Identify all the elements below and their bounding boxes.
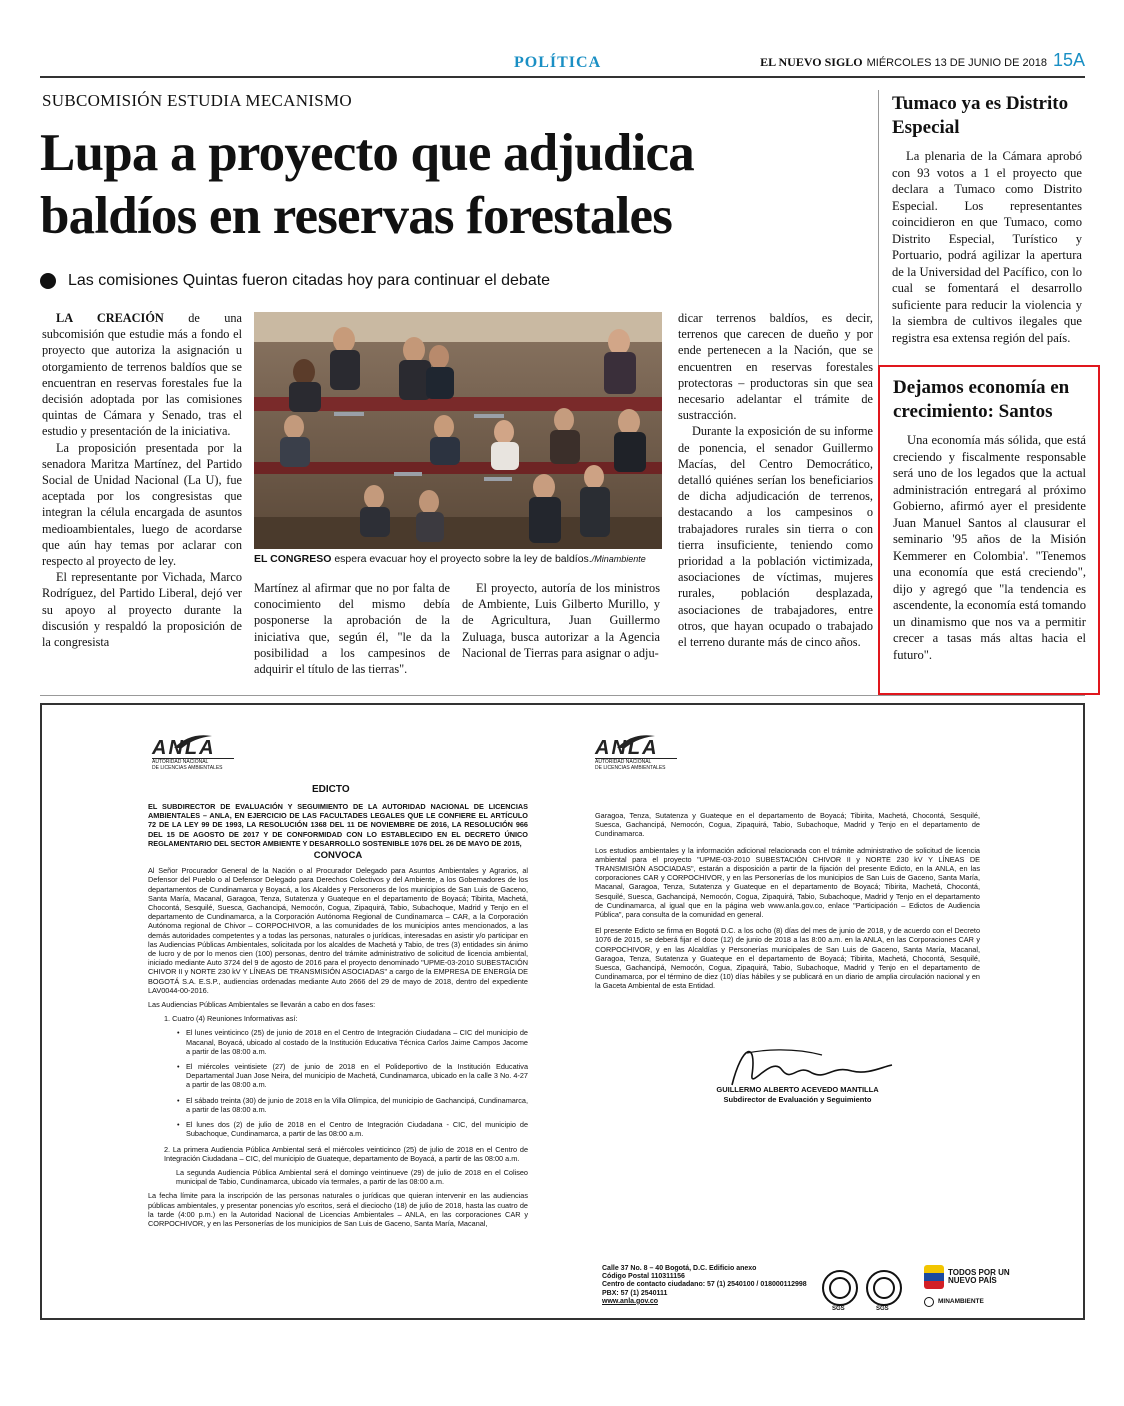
paragraph: El representante por Vichada, Marco Rodríguez, del Partido Liberal, dejó ver su apoyo al proyecto durante la discusión y respaldó la proposición de la congresista [42, 570, 242, 650]
anla-logo [152, 738, 234, 771]
article-subhead [40, 272, 550, 290]
convoca-body: Al Señor Procurador General de la Nación o al Procurador Delegado para Asuntos Ambientales y Agrarios, al Defensor del Pueblo o al Defensor Delegado para Derechos Colectivos y del Ambiente, a los Gobernadores de los departamentos de Cundinamarca y Boyacá, a los Alcaldes y Personeros de los municipios de San Luis de Gaceno, Santa María, Macanal, Garagoa, Tenza, Sutatenza y Guateque en el departamento de Boyacá; Tibirita, Machetá, Chocontá, Sesquilé, Suesca, Gachancipá, Nemocón, Cogua, Zipaquirá, Tabio, Subachoque, Madrid y Tenjo en el departamento de Cundinamarca, a la Corporación Autónoma Regional de Cundinamarca – CAR, a la Corporación Autónoma regional de Chivor – CORPOCHIVOR, a las comunidades de los municipios antes mencionados, a las demás autoridades competentes y a todas las personas, naturales o jurídicas, interesadas en asistir y/o participar en las Audiencias Públicas Ambientales, solicitada por los alcaldes de Machetá y Tabio, de tres (3) entidades sin ánimo de lucro y de por lo menos cien (100) personas, dentro del trámite administrativo de solicitud de licencia ambiental, iniciado mediante Auto 3724 del 9 de agosto de 2016 para el proyecto denominado "UPME-03-2010 SUBESTACIÓN CHIVOR II y NORTE 230 kV Y LÍNEAS DE TRANSMISIÓN ASOCIADAS" a cargo de la EMPRESA DE ENERGÍA DE BOGOTÁ S.A. E.S.P., audiencias ordenadas mediante Auto 2666 del 29 de mayo de 2018, dentro del expediente LAV0044-00-2016. [148, 866, 528, 995]
contact-pbx: PBX: 57 (1) 2540111 [602, 1289, 668, 1297]
list-item: • El lunes dos (2) de julio de 2018 en el Centro de Integración Ciudadana - CIC, del municipio de Subachoque, Cundinamarca, a partir de las 08:00 a.m. [186, 1120, 528, 1138]
edict-left-column [148, 802, 528, 1233]
congress-photo-illustration [254, 312, 662, 549]
contact-address: Calle 37 No. 8 – 40 Bogotá, D.C. Edificio anexo [602, 1265, 757, 1272]
article-column-4 [678, 310, 873, 650]
logo-subtitle-1: AUTORIDAD NACIONAL [595, 759, 652, 765]
closing-paragraph: La fecha límite para la inscripción de las personas naturales o jurídicas que quieran intervenir en las audiencias públicas ambientales, y presentar ponencias y/o escritos, será el dieciocho (18) de julio de 2018, hasta las cuatro de la tarde (4:00 p.m.) en la Autoridad Nacional de Licencias Ambientales – ANLA, en las corporaciones CAR y CORPOCHIVOR, y en las Personerías de los municipios de San Luis de Gaceno, Santa María, Macanal, [148, 1191, 528, 1228]
gov-slogan-line-1: TODOS POR UN [948, 1268, 1010, 1277]
sidebar-story-2-title: Dejamos economía en crecimiento: Santos [893, 377, 1070, 422]
contact-postal: Código Postal 110311156 [602, 1273, 685, 1281]
anla-logo-mark [595, 738, 677, 758]
paragraph: dicar terrenos baldíos, es decir, terrenos que carecen de dueño y por ende pertenecen a la Nación, que se encuentren en reservas forestales protectoras – productoras sin que sea necesario adelantar el trámite de sustracción. [678, 311, 873, 423]
paragraph: El presente Edicto se firma en Bogotá D.C. a los ocho (8) días del mes de junio de 2018, y de acuerdo con el Decreto 1076 de 2015, se deberá fijar el doce (12) de junio de 2018 a las 8:00 a.m. en la ANLA, en las Corporaciones CAR y CORPOCHIVOR, y en las Alcaldías y Personerías municipales de San Luis de Gaceno, Santa María, Macanal, Garagoa, Tenza, Sutatenza y Guateque en el departamento de Boyacá; Tibirita, Machetá, Chocontá, Sesquilé, Suesca, Gachancipá, Nemocón, Cogua, Zipaquirá, Tabio, Subachoque, Madrid y Tenjo en el departamento de Cundinamarca, por el término de diez (10) días hábiles y se publicará en un diario de amplia circulación nacional y en la Gaceta Ambiental de esta Entidad. [595, 926, 980, 991]
certification-seal-icon [866, 1270, 902, 1312]
seal-label: SGS [876, 1305, 889, 1312]
photo-caption [254, 553, 662, 565]
ministry-name: MINAMBIENTE [938, 1298, 984, 1306]
flag-shield-icon [924, 1265, 944, 1289]
subhead-text: Las comisiones Quintas fueron citadas hoy para continuar el debate [68, 272, 551, 289]
paragraph: Martínez al afirmar que no por falta de conocimiento del mismo debía posponerse la aprobación de la iniciativa que, según él, "le da la posibilidad a los campesinos de adquirir el título de las tierras". [254, 581, 450, 677]
list-item: • El lunes veinticinco (25) de junio de 2018 en el Centro de Integración Ciudadana – CIC del municipio de Macanal, Boyacá, ubicado al costado de la Institución Educativa Técnica Carlos Jaime Campos Jacome a partir de las 08:00 a.m. [186, 1028, 528, 1056]
lead-cap: LA CREACIÓN [56, 311, 164, 325]
anla-logo [595, 738, 677, 771]
caption-credit: /Minambiente [591, 554, 646, 564]
paper-info [760, 50, 1085, 71]
government-logo [924, 1265, 1034, 1307]
logo-text: ANLA [595, 737, 659, 759]
edict-content [42, 705, 1083, 1318]
headline-line-1: Lupa a proyecto que adjudica [40, 124, 694, 182]
list-item: • El sábado treinta (30) de junio de 2018 en la Villa Olímpica, del municipio de Gachancipá, Cundinamarca, a partir de las 08:00 a.m. [186, 1096, 528, 1114]
ministry-mark [924, 1297, 1034, 1307]
phases-list [164, 1014, 528, 1186]
article-headline [40, 122, 860, 248]
signer-block [680, 1085, 915, 1105]
article-column-1 [42, 310, 242, 650]
edict-advertisement [40, 703, 1085, 1320]
issue-date: MIÉRCOLES 13 DE JUNIO DE 2018 [866, 57, 1047, 69]
bullet-icon [40, 273, 56, 289]
crest-icon [924, 1297, 934, 1307]
article-column-2 [254, 580, 450, 677]
edict-title: EDICTO [312, 784, 350, 795]
sidebar-story-1-body: La plenaria de la Cámara aprobó con 93 votos a 1 el proyecto que declara a Tumaco como Distrito Especial. Los representantes coincidieron en que Tumaco, como Distrito Especial, Turístico y Portuario, podrá agilizar la apertura de la Universidad del Pacífico, con lo cual se fomentará el desarrollo suficiente para reducir la violencia y la siembra de cultivos ilegales que registra esa extensa región del país. [892, 149, 1082, 345]
certification-seal-icon [822, 1270, 858, 1312]
anla-logo-mark [152, 738, 234, 758]
paragraph: Durante la exposición de su informe de ponencia, el senador Guillermo Macías, del Centro Democrático, detalló quiénes serían los beneficiarios de dicha adjudicación de terrenos, destacando a los campesinos o trabajadores rurales sin tierra o con tierra insuficiente, teniendo como prioridad a la población victimizada, asociaciones de víctimas, mujeres rurales, población desplazada, asociaciones de trabajadores, entre otros, que hayan ocupado o trabajado el terreno durante más de cinco años. [678, 424, 873, 650]
paragraph: Los estudios ambientales y la información adicional relacionada con el trámite administrativo de solicitud de licencia ambiental para el proyecto "UPME-03-2010 SUBESTACIÓN CHIVOR II y NORTE 230 kV Y LÍNEAS DE TRANSMISIÓN ASOCIADAS", estarán a disposición a partir de la fijación del presente Edicto, en la ANLA, en las corporaciones CAR y CORPOCHIVOR, y en las Personerías de los municipios de San Luis de Gaceno, Santa María, Macanal, Garagoa, Tenza, Sutatenza y Guateque en el departamento de Boyacá; Tibirita, Machetá, Chocontá, Sesquilé, Suesca, Gachancipá, Nemocón, Cogua, Zipaquirá, Tabio, Subachoque, Madrid y Tenjo en el departamento de Cundinamarca, al igual que en la página web www.anla.gov.co, enlace "Participación – Edictos de Audiencia Pública", para consulta de la comunidad en general. [595, 845, 980, 920]
seal-label: SGS [832, 1305, 845, 1312]
website-link[interactable]: www.anla.gov.co [602, 1297, 659, 1305]
gov-slogan-text [948, 1269, 1010, 1285]
lead-text: de una subcomisión que estudie más a fondo el proyecto que autoriza la asignación u otorgamiento de terrenos baldíos que se encuentran en reservas forestales fue la decisión adoptada por las comisiones quintas de Cámara y Senado, tras el estudio y presentación de la iniciativa. [42, 311, 242, 439]
caption-lead: EL CONGRESO [254, 553, 332, 565]
article-column-3 [462, 580, 660, 661]
logo-subtitle-2: DE LICENCIAS AMBIENTALES [152, 764, 223, 771]
swoosh-icon [172, 732, 214, 750]
section-divider [40, 695, 1085, 696]
gov-slogan [924, 1265, 1034, 1289]
paragraph: La proposición presentada por la senadora Maritza Martínez, del Partido Social de Unidad Nacional (La U), fue aceptada por los congresistas que integran la célula encargada de asuntos medioambientales, luego de acordarse que aún hay temas por aclarar con respecto al proyecto de ley. [42, 440, 242, 569]
sidebar-story-2-body: Una economía más sólida, que está creciendo y fiscalmente responsable será uno de los legados que la actual administración entregará al próximo Gobierno, afirmó ayer el presidente Juan Manuel Santos al clausurar el seminario '95 años de la Misión Kemmerer en Colombia'. "Tenemos una economía que está creciendo", dijo y agregó que "la tendencia es ascendente, la economía está tomando un dinamismo que nos va a permitir crecer a tasas más altas hacia el futuro". [893, 433, 1086, 662]
paper-name: EL NUEVO SIGLO [760, 55, 863, 69]
paragraph: Garagoa, Tenza, Sutatenza y Guateque en el departamento de Boyacá; Tibirita, Machetá, Chocontá, Sesquilé, Suesca, Gachancipá, Nemocón, Cogua, Zipaquirá, Tabio, Subachoque, Madrid y Tenjo en el departamento de Cundinamarca. [595, 811, 980, 839]
logo-subtitle-1: AUTORIDAD NACIONAL [152, 759, 209, 765]
page-header [40, 50, 1085, 78]
caption-text: espera evacuar hoy el proyecto sobre la ley de baldíos. [331, 553, 592, 565]
logo-subtitle-2: DE LICENCIAS AMBIENTALES [595, 764, 666, 771]
swoosh-icon [615, 732, 657, 750]
page-number: 15A [1052, 50, 1085, 70]
headline-line-2: baldíos en reservas forestales [40, 187, 673, 245]
article-kicker: SUBCOMISIÓN ESTUDIA MECANISMO [42, 91, 353, 110]
sidebar-story-1-title: Tumaco ya es Distrito Especial [892, 93, 1069, 138]
contact-info [602, 1265, 807, 1306]
phases-intro: Las Audiencias Públicas Ambientales se llevarán a cabo en dos fases: [148, 1000, 376, 1010]
list-item: 2. La primera Audiencia Pública Ambiental será el miércoles veinticinco (25) de julio de 2018 en el Centro de Integración Ciudadana – CIC, del municipio de Guateque, departamento de Boyacá, a partir de las 08:00 a.m. [164, 1144, 528, 1163]
congress-photo [254, 312, 662, 549]
list-item: 1. Cuatro (4) Reuniones Informativas así: [164, 1014, 298, 1024]
gov-slogan-line-2: NUEVO PAÍS [948, 1276, 997, 1285]
convoca-heading: CONVOCA [313, 850, 363, 862]
lead-paragraph [42, 310, 242, 440]
contact-phone: Centro de contacto ciudadano: 57 (1) 2540100 / 018000112998 [602, 1281, 807, 1289]
edict-right-column [595, 811, 980, 998]
signer-name: GUILLERMO ALBERTO ACEVEDO MANTILLA [716, 1085, 879, 1094]
logo-subtitle [152, 758, 234, 771]
certification-seals [822, 1270, 902, 1312]
signer-title: Subdirector de Evaluación y Seguimiento [723, 1095, 872, 1104]
section-label: POLÍTICA [514, 54, 602, 71]
edict-preamble: EL SUBDIRECTOR DE EVALUACIÓN Y SEGUIMIENTO DE LA AUTORIDAD NACIONAL DE LICENCIAS AMBIENTALES – ANLA, EN EJERCICIO DE LAS FACULTADES LEGALES QUE LE CONFIERE EL ARTÍCULO 72 DE LA LEY 99 DE 1993, LA RESOLUCIÓN 1368 DEL 11 DE NOVIEMBRE DE 2016, LA RESOLUCIÓN 966 DEL 15 DE AGOSTO DE 2017 Y DE CONFORMIDAD CON LO ESTABLECIDO EN EL DECRETO ÚNICO REGLAMENTARIO DEL SECTOR AMBIENTE Y DESARROLLO SOSTENIBLE 1076 DEL 26 DE MAYO DE 2015, [148, 802, 528, 848]
paragraph: El proyecto, autoría de los ministros de Ambiente, Luis Gilberto Murillo, y de Agricultura, Juan Guillermo Zuluaga, busca autorizar a la Agencia Nacional de Tierras para asignar o adju- [462, 581, 660, 660]
list-item: La segunda Audiencia Pública Ambiental será el domingo veintinueve (29) de julio de 2018 en el Coliseo municipal de Tabio, Cundinamarca, ubicado vía termales, a partir de las 08:00 a.m. [176, 1167, 528, 1187]
logo-text: ANLA [152, 737, 216, 759]
logo-subtitle [595, 758, 677, 771]
list-item: • El miércoles veintisiete (27) de junio de 2018 en el Polideportivo de la Institución Educativa Departamental Juan Jose Neira, del municipio de Machetá, Cundinamarca, ubicado en la calle 3 No. 4-27 a partir de las 08:00 a.m. [186, 1062, 528, 1090]
